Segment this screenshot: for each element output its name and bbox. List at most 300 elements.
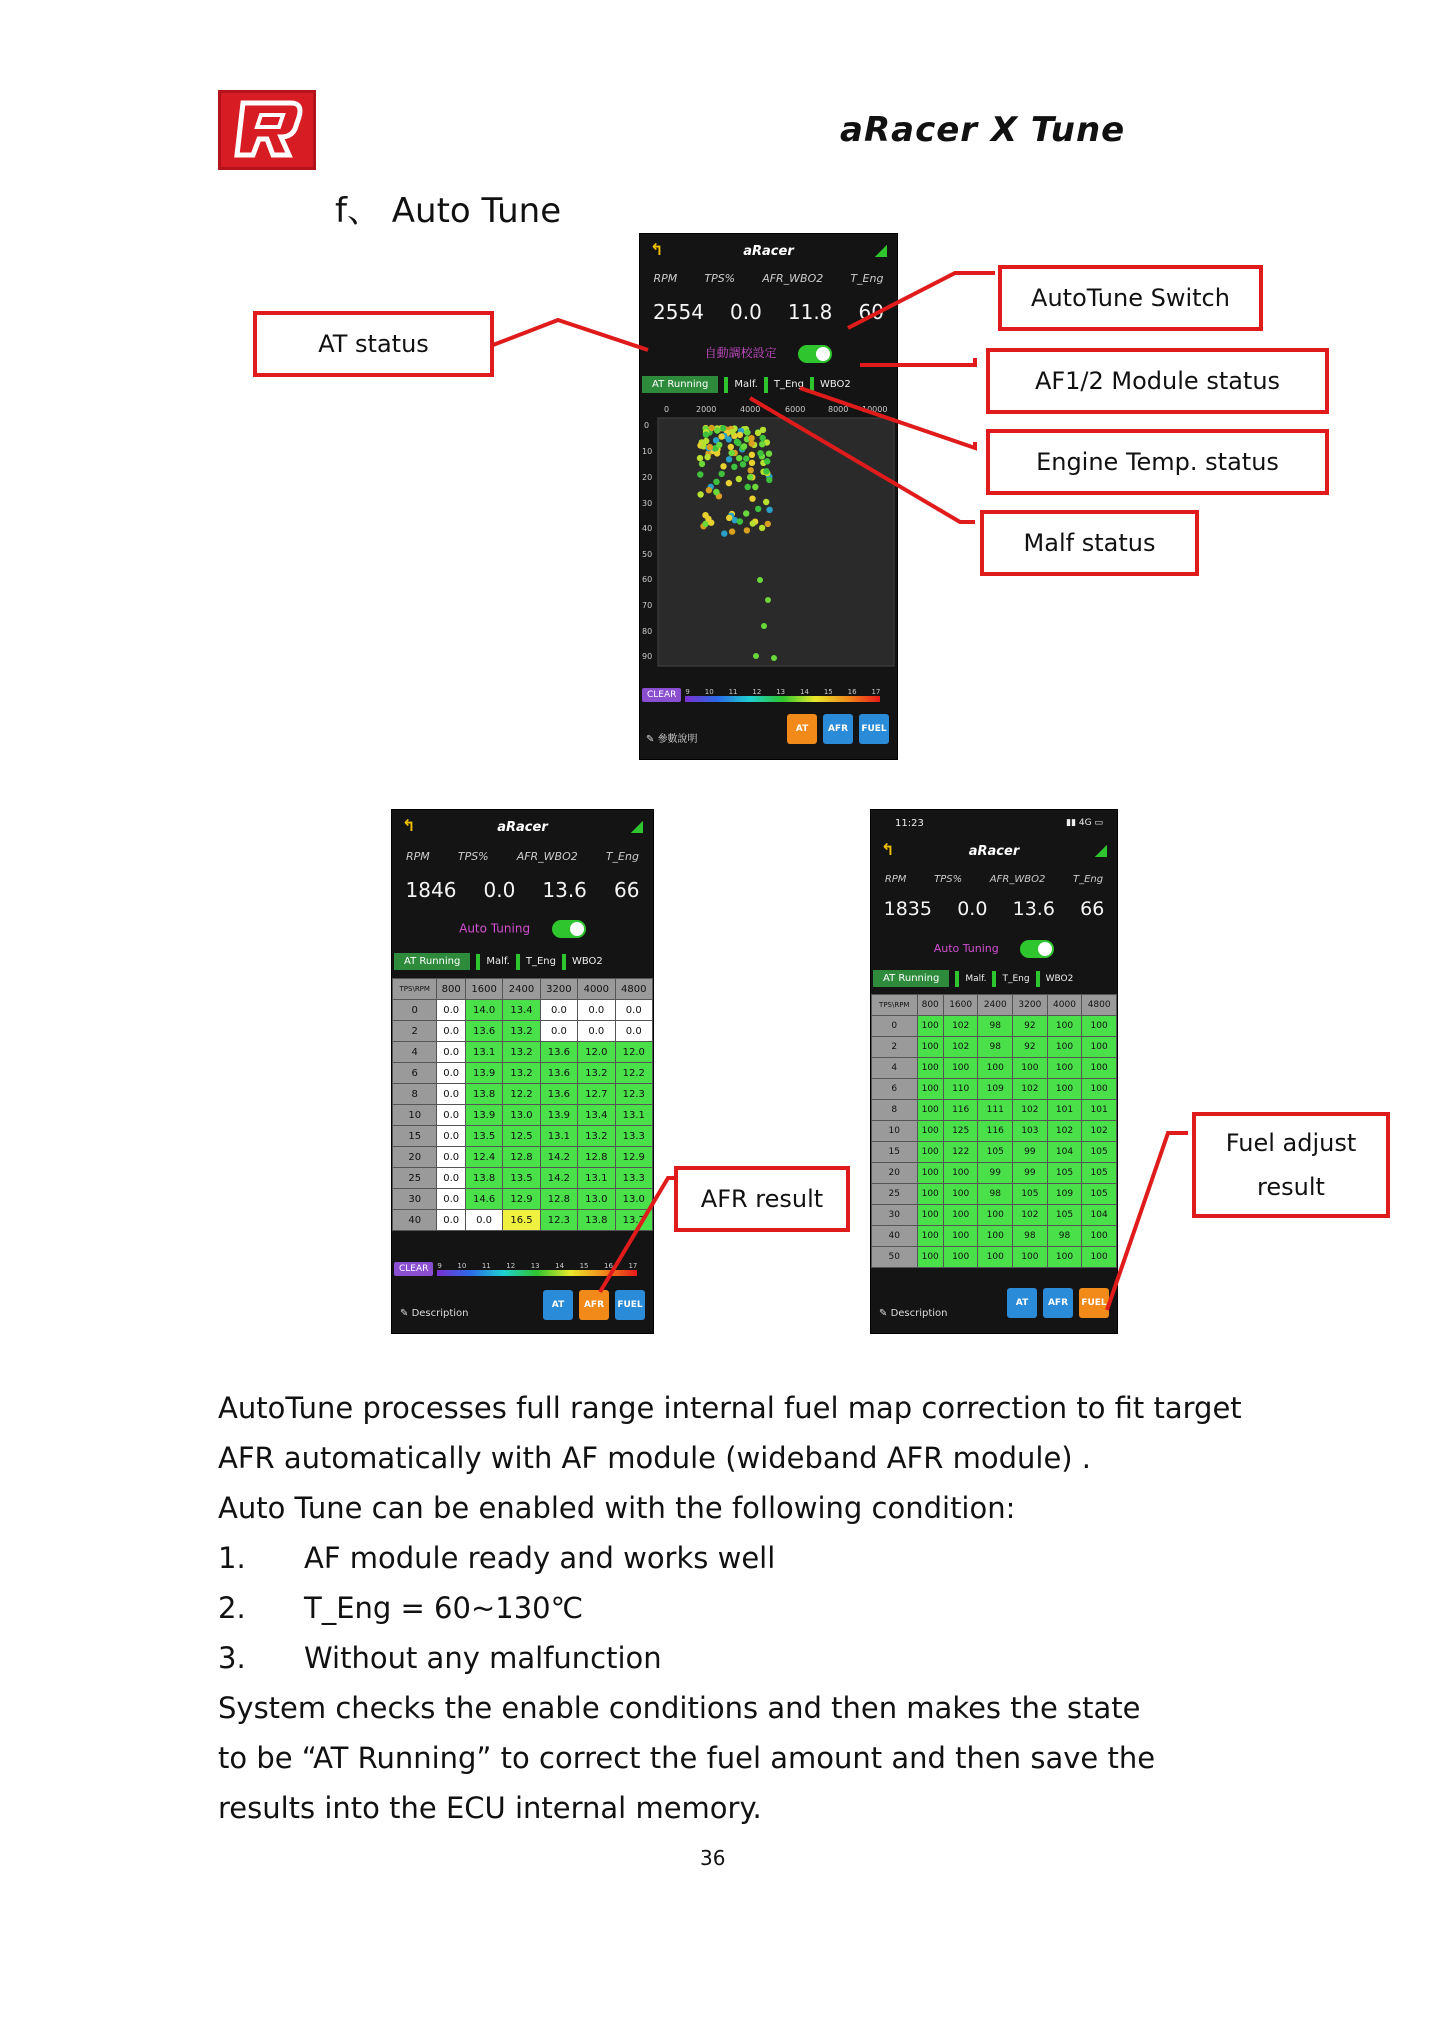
- map-cell[interactable]: 13.2: [503, 1063, 540, 1084]
- map-cell[interactable]: 100: [1013, 1058, 1048, 1079]
- map-cell[interactable]: 100: [978, 1205, 1013, 1226]
- map-cell[interactable]: 13.6: [540, 1063, 577, 1084]
- map-cell[interactable]: 101: [1082, 1100, 1117, 1121]
- malf-label: Malf.: [486, 956, 510, 967]
- map-cell[interactable]: 12.5: [503, 1126, 540, 1147]
- map-cell[interactable]: 100: [917, 1247, 943, 1268]
- label-tps: TPS%: [934, 874, 963, 885]
- row-header: 8: [872, 1100, 918, 1121]
- back-arrow-icon[interactable]: ↰: [650, 240, 664, 259]
- y-tick: 30: [642, 499, 653, 508]
- map-cell[interactable]: 100: [1047, 1058, 1082, 1079]
- map-cell[interactable]: 13.7: [615, 1210, 652, 1231]
- clear-button[interactable]: CLEAR: [642, 688, 681, 702]
- x-tick: 4000: [740, 405, 761, 414]
- map-cell[interactable]: 102: [1082, 1121, 1117, 1142]
- map-cell[interactable]: 13.8: [465, 1084, 502, 1105]
- map-cell[interactable]: 105: [1082, 1142, 1117, 1163]
- afr-mode-button[interactable]: AFR: [1043, 1288, 1073, 1318]
- map-cell[interactable]: 12.8: [578, 1147, 615, 1168]
- callout-af-module-status: AF1/2 Module status: [986, 348, 1329, 414]
- y-tick: 0: [644, 421, 650, 430]
- back-arrow-icon[interactable]: ↰: [881, 840, 895, 859]
- autotune-label: 自動調校設定: [704, 346, 777, 360]
- scale-tick: 9: [437, 1262, 442, 1270]
- scale-tick: 16: [847, 688, 857, 696]
- app-logo: aRacer: [497, 820, 548, 835]
- scale-tick: 14: [800, 688, 809, 696]
- list-item: [218, 1583, 1242, 1633]
- map-cell[interactable]: 100: [917, 1016, 943, 1037]
- map-cell[interactable]: 100: [1047, 1016, 1082, 1037]
- row-header: 8: [393, 1084, 437, 1105]
- y-tick: 40: [642, 524, 653, 533]
- map-cell[interactable]: 105: [978, 1142, 1013, 1163]
- map-cell[interactable]: 12.2: [503, 1084, 540, 1105]
- map-cell[interactable]: 12.3: [615, 1084, 652, 1105]
- map-cell[interactable]: 0.0: [437, 1105, 465, 1126]
- map-cell[interactable]: 0.0: [437, 1189, 465, 1210]
- back-arrow-icon[interactable]: ↰: [402, 816, 416, 835]
- afr-mode-button[interactable]: AFR: [823, 714, 853, 744]
- row-header: 40: [872, 1226, 918, 1247]
- map-cell[interactable]: 100: [1013, 1247, 1048, 1268]
- list-item: [218, 1633, 1242, 1683]
- map-cell[interactable]: 12.2: [615, 1063, 652, 1084]
- teng-label: T_Eng: [525, 956, 556, 967]
- status-time: 11:23: [895, 818, 924, 829]
- map-cell[interactable]: 116: [943, 1100, 978, 1121]
- map-cell[interactable]: 13.5: [503, 1168, 540, 1189]
- row-header: 20: [393, 1147, 437, 1168]
- scale-tick: 17: [871, 688, 881, 696]
- map-cell[interactable]: 0.0: [615, 1000, 652, 1021]
- map-cell[interactable]: 100: [943, 1163, 978, 1184]
- row-header: 15: [872, 1142, 918, 1163]
- description-label: Description: [411, 1308, 469, 1319]
- map-cell[interactable]: 100: [1082, 1079, 1117, 1100]
- map-cell[interactable]: 99: [1013, 1142, 1048, 1163]
- row-header: 4: [393, 1042, 437, 1063]
- map-cell[interactable]: 98: [1047, 1226, 1082, 1247]
- page-number: 36: [700, 1846, 726, 1870]
- scale-tick: 12: [752, 688, 762, 696]
- at-status-badge: AT Running: [642, 376, 718, 393]
- value-tps: 0.0: [730, 300, 762, 324]
- map-cell[interactable]: 16.5: [503, 1210, 540, 1231]
- scale-tick: 17: [628, 1262, 638, 1270]
- paragraph: to be “AT Running” to correct the fuel amount and then save the: [218, 1741, 1156, 1775]
- map-cell[interactable]: 100: [1082, 1247, 1117, 1268]
- map-cell[interactable]: 12.7: [578, 1084, 615, 1105]
- column-header: 3200: [1013, 995, 1048, 1016]
- label-afr: AFR_WBO2: [516, 850, 578, 863]
- map-cell[interactable]: 100: [978, 1247, 1013, 1268]
- map-cell[interactable]: 100: [1047, 1247, 1082, 1268]
- map-cell[interactable]: 122: [943, 1142, 978, 1163]
- list-number: 1.: [218, 1541, 246, 1575]
- autotune-label: Auto Tuning: [459, 921, 531, 936]
- scale-tick: 10: [457, 1262, 467, 1270]
- row-header: 10: [872, 1121, 918, 1142]
- column-header: 2400: [978, 995, 1013, 1016]
- label-tps: TPS%: [704, 272, 736, 285]
- value-teng: 66: [1080, 898, 1105, 920]
- signal-label: 4G: [1078, 818, 1092, 828]
- y-tick: 90: [642, 652, 653, 661]
- at-mode-button[interactable]: AT: [787, 714, 817, 744]
- paragraph: AFR automatically with AF module (wideband AFR module) .: [218, 1441, 1092, 1475]
- row-header: 15: [393, 1126, 437, 1147]
- at-mode-button[interactable]: AT: [543, 1290, 573, 1320]
- value-rpm: 1846: [405, 878, 457, 902]
- scale-tick: 10: [704, 688, 714, 696]
- map-cell[interactable]: 111: [978, 1100, 1013, 1121]
- list-number: 2.: [218, 1591, 246, 1625]
- scale-tick: 11: [728, 688, 738, 696]
- map-cell[interactable]: 13.1: [578, 1168, 615, 1189]
- map-cell[interactable]: 12.0: [615, 1042, 652, 1063]
- list-text: T_Eng = 60~130℃: [304, 1591, 584, 1625]
- map-cell[interactable]: 0.0: [437, 1042, 465, 1063]
- wifi-icon: ◢: [1094, 840, 1107, 859]
- map-cell[interactable]: 103: [1013, 1121, 1048, 1142]
- fuel-mode-button[interactable]: FUEL: [615, 1290, 645, 1320]
- description-link[interactable]: ✎ Description: [400, 1308, 469, 1319]
- map-cell[interactable]: 100: [917, 1058, 943, 1079]
- row-header: 2: [393, 1021, 437, 1042]
- map-cell[interactable]: 100: [917, 1037, 943, 1058]
- row-header: 25: [872, 1184, 918, 1205]
- map-cell[interactable]: 100: [943, 1247, 978, 1268]
- fuel-mode-button[interactable]: FUEL: [1079, 1288, 1109, 1318]
- section-title: f、 Auto Tune: [335, 191, 562, 231]
- map-cell[interactable]: 105: [1047, 1205, 1082, 1226]
- map-cell[interactable]: 13.1: [465, 1042, 502, 1063]
- map-cell[interactable]: 101: [1047, 1100, 1082, 1121]
- at-status-badge: AT Running: [394, 953, 470, 970]
- value-afr: 13.6: [542, 878, 587, 902]
- row-header: 10: [393, 1105, 437, 1126]
- value-afr: 13.6: [1012, 898, 1055, 920]
- column-header: 1600: [465, 979, 502, 1000]
- wifi-icon: ◢: [874, 240, 887, 259]
- y-tick: 20: [642, 473, 653, 482]
- wifi-icon: ◢: [630, 816, 643, 835]
- paragraph: results into the ECU internal memory.: [218, 1791, 762, 1825]
- row-header: 4: [872, 1058, 918, 1079]
- map-cell[interactable]: 100: [943, 1205, 978, 1226]
- map-cell[interactable]: 100: [917, 1226, 943, 1247]
- column-header: 4800: [1082, 995, 1117, 1016]
- wbo2-label: WBO2: [571, 956, 603, 967]
- map-cell[interactable]: 92: [1013, 1037, 1048, 1058]
- wbo2-label: WBO2: [1045, 973, 1074, 984]
- paragraph: System checks the enable conditions and then makes the state: [218, 1691, 1141, 1725]
- row-header: 0: [393, 1000, 437, 1021]
- map-cell[interactable]: 13.4: [578, 1105, 615, 1126]
- scale-tick: 11: [481, 1262, 491, 1270]
- callout-fuel-adjust-result: Fuel adjust result: [1192, 1112, 1390, 1218]
- column-header: 4000: [578, 979, 615, 1000]
- body-text: [218, 1383, 1242, 1833]
- map-cell[interactable]: 109: [978, 1079, 1013, 1100]
- map-cell[interactable]: 102: [943, 1016, 978, 1037]
- map-cell[interactable]: 99: [978, 1163, 1013, 1184]
- map-cell[interactable]: 0.0: [437, 1063, 465, 1084]
- scale-tick: 16: [604, 1262, 613, 1270]
- teng-label: T_Eng: [773, 379, 804, 390]
- map-cell[interactable]: 0.0: [437, 1126, 465, 1147]
- map-cell[interactable]: 13.2: [578, 1063, 615, 1084]
- map-cell[interactable]: 125: [943, 1121, 978, 1142]
- map-cell[interactable]: 100: [1082, 1016, 1117, 1037]
- signal-indicator: ▮▮ 4G ▭: [1066, 818, 1103, 828]
- map-cell[interactable]: 13.8: [578, 1210, 615, 1231]
- map-cell[interactable]: 100: [978, 1058, 1013, 1079]
- row-header: 30: [872, 1205, 918, 1226]
- map-cell[interactable]: 12.8: [503, 1147, 540, 1168]
- x-tick: 0: [664, 405, 670, 414]
- description-link[interactable]: ✎ 參數說明: [646, 734, 698, 745]
- scale-tick: 13: [776, 688, 786, 696]
- paragraph: AutoTune processes full range internal fuel map correction to fit target: [218, 1391, 1242, 1425]
- callout-malf-status: Malf status: [980, 510, 1199, 576]
- map-cell[interactable]: 12.9: [615, 1147, 652, 1168]
- value-teng: 60: [858, 300, 884, 324]
- column-header: 2400: [503, 979, 540, 1000]
- map-cell[interactable]: 102: [1013, 1100, 1048, 1121]
- map-cell[interactable]: 100: [1082, 1058, 1117, 1079]
- map-cell[interactable]: 0.0: [465, 1210, 502, 1231]
- map-cell[interactable]: 100: [1082, 1037, 1117, 1058]
- map-cell[interactable]: 98: [978, 1184, 1013, 1205]
- map-cell[interactable]: 100: [917, 1205, 943, 1226]
- map-cell[interactable]: 102: [943, 1037, 978, 1058]
- map-cell[interactable]: 105: [1047, 1163, 1082, 1184]
- map-cell[interactable]: 100: [917, 1121, 943, 1142]
- map-cell[interactable]: 0.0: [540, 1000, 577, 1021]
- description-label: Description: [890, 1308, 948, 1319]
- row-header: 25: [393, 1168, 437, 1189]
- map-cell[interactable]: 13.0: [578, 1189, 615, 1210]
- map-cell[interactable]: 0.0: [437, 1021, 465, 1042]
- map-cell[interactable]: 12.3: [540, 1210, 577, 1231]
- teng-label: T_Eng: [1002, 973, 1030, 984]
- list-number: 3.: [218, 1641, 246, 1675]
- row-header: 6: [872, 1079, 918, 1100]
- map-cell[interactable]: 13.1: [540, 1126, 577, 1147]
- value-rpm: 1835: [883, 898, 932, 920]
- map-cell[interactable]: 14.2: [540, 1168, 577, 1189]
- label-teng: T_Eng: [850, 272, 884, 285]
- map-cell[interactable]: 109: [1047, 1184, 1082, 1205]
- list-text: Without any malfunction: [304, 1641, 662, 1675]
- label-rpm: RPM: [406, 850, 430, 863]
- app-logo: aRacer: [968, 844, 1020, 859]
- y-tick: 70: [642, 601, 653, 610]
- value-teng: 66: [613, 878, 640, 902]
- map-cell[interactable]: 14.0: [465, 1000, 502, 1021]
- value-rpm: 2554: [653, 300, 704, 324]
- x-tick: 6000: [785, 405, 806, 414]
- map-cell[interactable]: 13.0: [503, 1105, 540, 1126]
- y-tick: 50: [642, 550, 653, 559]
- map-cell[interactable]: 98: [978, 1016, 1013, 1037]
- map-cell[interactable]: 100: [917, 1079, 943, 1100]
- label-afr: AFR_WBO2: [762, 272, 824, 285]
- map-cell[interactable]: 0.0: [615, 1021, 652, 1042]
- map-cell[interactable]: 100: [1082, 1226, 1117, 1247]
- map-cell[interactable]: 13.4: [503, 1000, 540, 1021]
- table-corner: TPS\RPM: [393, 979, 437, 1000]
- row-header: 6: [393, 1063, 437, 1084]
- map-cell[interactable]: 100: [978, 1226, 1013, 1247]
- map-cell[interactable]: 12.9: [503, 1189, 540, 1210]
- malf-label: Malf.: [734, 379, 758, 390]
- scale-tick: 12: [506, 1262, 516, 1270]
- scale-tick: 14: [555, 1262, 565, 1270]
- map-cell[interactable]: 0.0: [437, 1000, 465, 1021]
- wbo2-label: WBO2: [819, 379, 851, 390]
- map-cell[interactable]: 100: [1047, 1037, 1082, 1058]
- map-cell[interactable]: 13.3: [615, 1126, 652, 1147]
- map-cell[interactable]: 116: [978, 1121, 1013, 1142]
- map-cell[interactable]: 13.5: [465, 1126, 502, 1147]
- y-tick: 80: [642, 627, 653, 636]
- column-header: 800: [437, 979, 465, 1000]
- map-cell[interactable]: 0.0: [437, 1210, 465, 1231]
- map-cell[interactable]: 98: [1013, 1226, 1048, 1247]
- value-tps: 0.0: [483, 878, 516, 902]
- label-tps: TPS%: [457, 850, 489, 863]
- map-cell[interactable]: 13.2: [503, 1021, 540, 1042]
- list-item: [218, 1533, 1242, 1583]
- label-teng: T_Eng: [605, 850, 639, 863]
- app-logo: aRacer: [743, 244, 794, 259]
- y-tick: 60: [642, 575, 653, 584]
- map-cell[interactable]: 12.4: [465, 1147, 502, 1168]
- map-cell[interactable]: 105: [1013, 1184, 1048, 1205]
- list-text: AF module ready and works well: [304, 1541, 776, 1575]
- map-cell[interactable]: 13.9: [465, 1105, 502, 1126]
- map-cell[interactable]: 99: [1013, 1163, 1048, 1184]
- clear-button[interactable]: CLEAR: [394, 1262, 433, 1276]
- scale-tick: 9: [685, 688, 690, 696]
- map-cell[interactable]: 0.0: [578, 1000, 615, 1021]
- map-cell[interactable]: 14.2: [540, 1147, 577, 1168]
- label-rpm: RPM: [653, 272, 678, 285]
- map-cell[interactable]: 13.3: [615, 1168, 652, 1189]
- map-cell[interactable]: 102: [1013, 1079, 1048, 1100]
- at-status-badge: AT Running: [873, 970, 949, 987]
- map-cell[interactable]: 100: [917, 1142, 943, 1163]
- map-cell[interactable]: 13.9: [465, 1063, 502, 1084]
- map-cell[interactable]: 13.2: [578, 1126, 615, 1147]
- row-header: 50: [872, 1247, 918, 1268]
- map-cell[interactable]: 13.0: [615, 1189, 652, 1210]
- map-cell[interactable]: 13.6: [540, 1042, 577, 1063]
- brand-title: aRacer X Tune: [840, 110, 1126, 150]
- callout-autotune-switch: AutoTune Switch: [998, 265, 1263, 331]
- row-header: 20: [872, 1163, 918, 1184]
- map-cell[interactable]: 13.2: [503, 1042, 540, 1063]
- column-header: 1600: [943, 995, 978, 1016]
- callout-afr-result: AFR result: [674, 1166, 850, 1232]
- map-cell[interactable]: 14.6: [465, 1189, 502, 1210]
- row-header: 0: [872, 1016, 918, 1037]
- map-cell[interactable]: 104: [1082, 1205, 1117, 1226]
- map-cell[interactable]: 0.0: [437, 1084, 465, 1105]
- column-header: 4800: [615, 979, 652, 1000]
- map-cell[interactable]: 0.0: [437, 1168, 465, 1189]
- map-cell[interactable]: 0.0: [437, 1147, 465, 1168]
- map-cell[interactable]: 0.0: [578, 1021, 615, 1042]
- column-header: 3200: [540, 979, 577, 1000]
- autotune-label: Auto Tuning: [933, 942, 999, 955]
- paragraph: Auto Tune can be enabled with the following condition:: [218, 1491, 1016, 1525]
- value-afr: 11.8: [787, 300, 833, 324]
- map-cell[interactable]: 102: [1013, 1205, 1048, 1226]
- map-cell[interactable]: 104: [1047, 1142, 1082, 1163]
- label-teng: T_Eng: [1072, 874, 1104, 885]
- map-cell[interactable]: 12.8: [540, 1189, 577, 1210]
- fuel-mode-button[interactable]: FUEL: [859, 714, 889, 744]
- row-header: 2: [872, 1037, 918, 1058]
- map-cell[interactable]: 100: [943, 1058, 978, 1079]
- x-tick: 2000: [696, 405, 717, 414]
- malf-label: Malf.: [965, 973, 987, 984]
- map-cell[interactable]: 100: [917, 1184, 943, 1205]
- map-cell[interactable]: 92: [1013, 1016, 1048, 1037]
- map-cell[interactable]: 13.1: [615, 1105, 652, 1126]
- afr-mode-button[interactable]: AFR: [579, 1290, 609, 1320]
- map-cell[interactable]: 100: [943, 1184, 978, 1205]
- map-cell[interactable]: 13.8: [465, 1168, 502, 1189]
- scale-tick: 13: [530, 1262, 540, 1270]
- map-cell[interactable]: 0.0: [540, 1021, 577, 1042]
- label-rpm: RPM: [884, 874, 907, 885]
- row-header: 40: [393, 1210, 437, 1231]
- map-cell[interactable]: 13.6: [465, 1021, 502, 1042]
- row-header: 30: [393, 1189, 437, 1210]
- map-cell[interactable]: 100: [917, 1163, 943, 1184]
- y-tick: 10: [642, 447, 653, 456]
- map-cell[interactable]: 102: [1047, 1121, 1082, 1142]
- description-link[interactable]: ✎ Description: [879, 1308, 948, 1319]
- map-cell[interactable]: 13.6: [540, 1084, 577, 1105]
- scale-tick: 15: [579, 1262, 589, 1270]
- map-cell[interactable]: 98: [978, 1037, 1013, 1058]
- map-cell[interactable]: 100: [1047, 1079, 1082, 1100]
- value-tps: 0.0: [957, 898, 988, 920]
- callout-engine-temp-status: Engine Temp. status: [986, 429, 1329, 495]
- callout-at-status: AT status: [253, 311, 494, 377]
- label-afr: AFR_WBO2: [989, 874, 1046, 885]
- at-mode-button[interactable]: AT: [1007, 1288, 1037, 1318]
- map-cell[interactable]: 105: [1082, 1184, 1117, 1205]
- scale-tick: 15: [823, 688, 833, 696]
- map-cell[interactable]: 12.0: [578, 1042, 615, 1063]
- map-cell[interactable]: 110: [943, 1079, 978, 1100]
- map-cell[interactable]: 100: [917, 1100, 943, 1121]
- map-cell[interactable]: 13.9: [540, 1105, 577, 1126]
- map-cell[interactable]: 100: [943, 1226, 978, 1247]
- description-label: 參數說明: [657, 734, 698, 745]
- map-cell[interactable]: 105: [1082, 1163, 1117, 1184]
- x-tick: 10000: [862, 405, 888, 414]
- x-tick: 8000: [828, 405, 849, 414]
